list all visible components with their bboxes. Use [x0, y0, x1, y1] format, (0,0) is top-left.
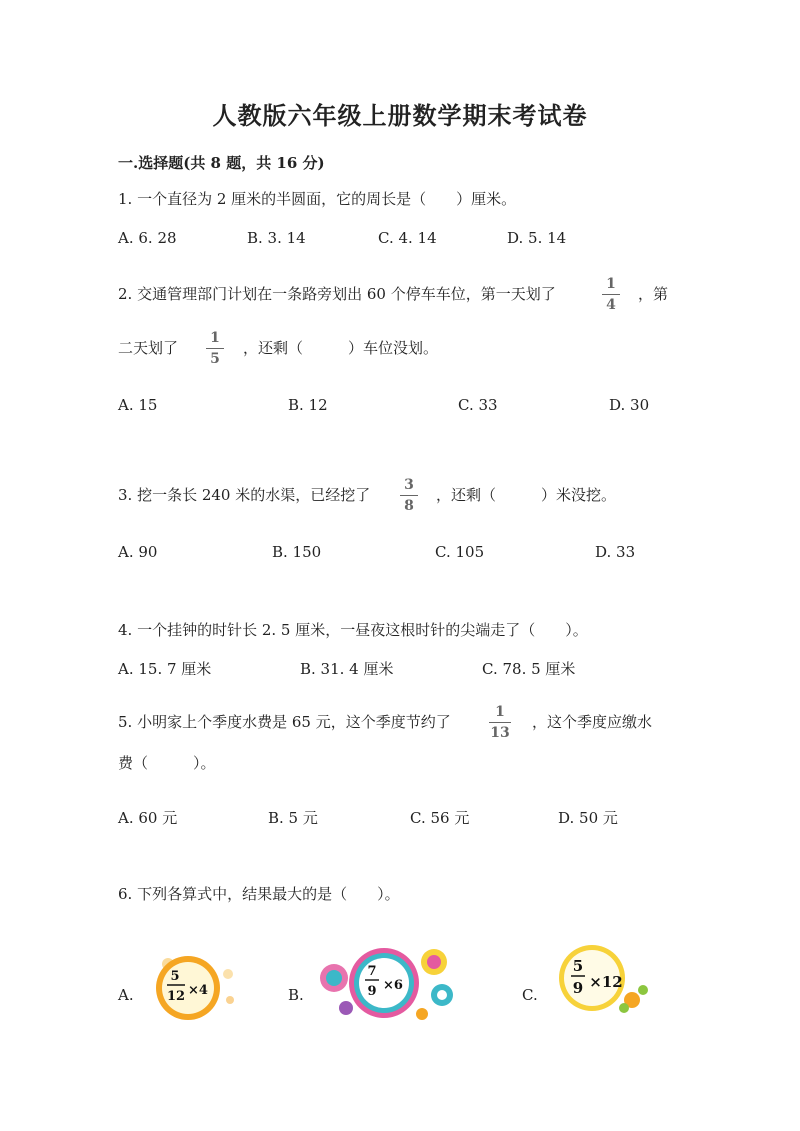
- page-title: 人教版六年级上册数学期末考试卷: [212, 101, 588, 130]
- badge-numerator: 7: [367, 964, 377, 979]
- fraction-numerator: 1: [495, 704, 505, 720]
- question-5-text-line1-end: ，这个季度应缴水: [532, 713, 653, 731]
- badge-operation: ×6: [383, 978, 403, 993]
- badge-numerator: 5: [170, 969, 180, 984]
- question-5-option-c[interactable]: C. 56 元: [410, 809, 470, 827]
- question-2-fraction-1: [602, 276, 620, 313]
- question-3-option-d[interactable]: D. 33: [595, 543, 636, 561]
- question-6-option-b-badge[interactable]: [312, 940, 462, 1025]
- question-6-text: 6. 下列各算式中，结果最大的是（ ）。: [118, 885, 400, 903]
- question-2-option-c[interactable]: C. 33: [458, 396, 498, 414]
- fraction-bar: [602, 294, 620, 295]
- badge-denominator: 9: [367, 984, 377, 999]
- fraction-bar: [206, 348, 224, 349]
- question-5-option-d[interactable]: D. 50 元: [558, 809, 618, 827]
- question-4-option-a[interactable]: A. 15. 7 厘米: [118, 660, 212, 678]
- question-6-option-b-label[interactable]: B.: [288, 986, 304, 1004]
- question-2-fraction-2: [206, 330, 224, 367]
- fraction-denominator: 13: [490, 725, 510, 741]
- question-3-text-end: ，还剩（ ）米没挖。: [436, 486, 617, 504]
- fraction-denominator: 4: [606, 297, 616, 313]
- question-3-option-b[interactable]: B. 150: [272, 543, 322, 561]
- question-4-option-b[interactable]: B. 31. 4 厘米: [300, 660, 394, 678]
- question-6-option-a-badge[interactable]: [140, 950, 245, 1025]
- section-heading: 一.选择题(共 8 题，共 16 分): [118, 154, 325, 172]
- badge-operation: ×12: [589, 973, 623, 991]
- question-4-text: 4. 一个挂钟的时针长 2. 5 厘米，一昼夜这根时针的尖端走了（ ）。: [118, 621, 588, 639]
- fraction-bar: [489, 722, 511, 723]
- fraction-numerator: 3: [404, 477, 414, 493]
- fraction-denominator: 8: [404, 498, 414, 514]
- question-6-option-c-label[interactable]: C.: [522, 986, 538, 1004]
- question-5-fraction: [489, 704, 511, 741]
- question-2-text-line1-end: ，第: [638, 285, 669, 303]
- question-3-fraction: [400, 477, 418, 514]
- question-1-option-a[interactable]: A. 6. 28: [118, 229, 177, 247]
- badge-operation: ×4: [188, 983, 208, 998]
- question-2-option-b[interactable]: B. 12: [288, 396, 328, 414]
- question-5-option-a[interactable]: A. 60 元: [118, 809, 178, 827]
- badge-numerator: 5: [572, 957, 584, 975]
- question-5-text-line2: 费（ ）。: [118, 754, 216, 772]
- question-5-option-b[interactable]: B. 5 元: [268, 809, 318, 827]
- question-3-text: 3. 挖一条长 240 米的水渠，已经挖了: [118, 486, 371, 504]
- question-3-option-a[interactable]: A. 90: [118, 543, 158, 561]
- fraction-denominator: 5: [210, 351, 220, 367]
- fraction-numerator: 1: [210, 330, 220, 346]
- badge-denominator: 12: [166, 989, 186, 1004]
- fraction-numerator: 1: [606, 276, 616, 292]
- question-4-option-c[interactable]: C. 78. 5 厘米: [482, 660, 576, 678]
- question-2-option-d[interactable]: D. 30: [609, 396, 650, 414]
- fraction-bar: [400, 495, 418, 496]
- question-2-text-line1: 2. 交通管理部门计划在一条路旁划出 60 个停车车位，第一天划了: [118, 285, 556, 303]
- question-1-option-d[interactable]: D. 5. 14: [507, 229, 567, 247]
- question-1-text: 1. 一个直径为 2 厘米的半圆面，它的周长是（ ）厘米。: [118, 190, 517, 208]
- badge-denominator: 9: [572, 979, 584, 997]
- question-2-text-line2-end: ，还剩（ ）车位没划。: [243, 339, 439, 357]
- question-1-option-c[interactable]: C. 4. 14: [378, 229, 437, 247]
- question-3-option-c[interactable]: C. 105: [435, 543, 485, 561]
- question-6-option-c-badge[interactable]: [548, 942, 658, 1017]
- question-2-text-line2: 二天划了: [118, 339, 179, 357]
- question-6-option-a-label[interactable]: A.: [118, 986, 134, 1004]
- question-2-option-a[interactable]: A. 15: [118, 396, 158, 414]
- question-5-text-line1: 5. 小明家上个季度水费是 65 元，这个季度节约了: [118, 713, 451, 731]
- question-1-option-b[interactable]: B. 3. 14: [247, 229, 306, 247]
